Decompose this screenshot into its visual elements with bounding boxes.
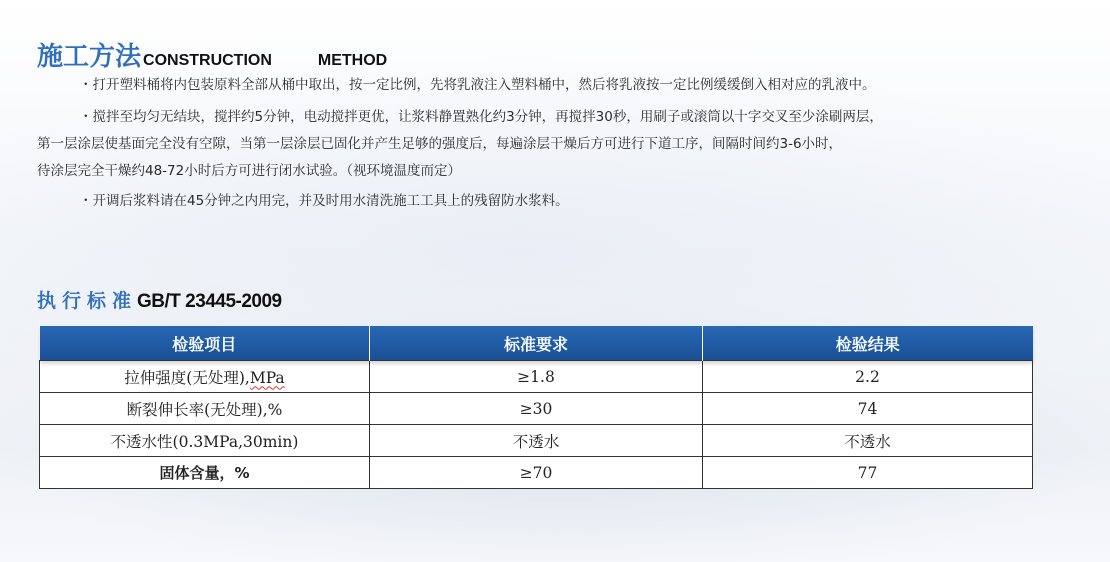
table-header-row: [40, 326, 1033, 361]
standard-heading-zh: 执行标准: [37, 290, 138, 312]
cell-item: 断裂伸长率(无处理),%: [40, 393, 370, 425]
item-text: 拉伸强度(无处理),: [124, 368, 250, 387]
construction-heading-en-1: CONSTRUCTION: [143, 52, 272, 69]
paragraph-line: ・开调后浆料请在45分钟之内用完，并及时用水清洗施工工具上的残留防水浆料。: [79, 193, 569, 209]
table-row: [40, 457, 1033, 489]
table-row: [40, 425, 1033, 457]
table-row: [40, 393, 1033, 425]
standard-table: [39, 326, 1033, 489]
cell-requirement: 不透水: [370, 425, 703, 457]
cell-result: 77: [703, 457, 1033, 489]
cell-result: 不透水: [703, 425, 1033, 457]
construction-paragraph-1: [37, 72, 1037, 99]
standard-code: GB/T 23445-2009: [137, 291, 282, 312]
paragraph-line: ・搅拌至均匀无结块，搅拌约5分钟，电动搅拌更优，让浆料静置熟化约3分钟，再搅拌30秒，用刷子或滚筒以十字交叉至少涂刷两层，: [79, 109, 883, 125]
construction-paragraph-3: [37, 188, 1037, 215]
cell-item: [40, 361, 370, 393]
column-header-item: 检验项目: [40, 326, 370, 361]
cell-requirement: ≥70: [370, 457, 703, 489]
column-header-requirement: 标准要求: [370, 326, 703, 361]
construction-paragraph-2: [37, 104, 1037, 185]
item-unit: MPa: [249, 368, 285, 387]
column-header-result: 检验结果: [703, 326, 1033, 361]
cell-requirement: ≥1.8: [370, 361, 703, 393]
construction-heading-zh: 施工方法: [37, 42, 142, 72]
construction-heading-en-2: METHOD: [317, 52, 388, 69]
paragraph-line: 待涂层完全干燥约48-72小时后方可进行闭水试验。（视环境温度而定）: [37, 163, 461, 179]
cell-result: 2.2: [703, 361, 1033, 393]
standard-heading: [37, 286, 282, 313]
construction-heading: [37, 36, 387, 72]
table-row: [40, 361, 1033, 393]
cell-item: 不透水性(0.3MPa,30min): [40, 425, 370, 457]
paragraph-line: 第一层涂层使基面完全没有空隙，当第一层涂层已固化并产生足够的强度后，每遍涂层干燥后方可进行下道工序，间隔时间约3-6小时，: [37, 136, 843, 152]
cell-requirement: ≥30: [370, 393, 703, 425]
cell-result: 74: [703, 393, 1033, 425]
paragraph-line: ・打开塑料桶将内包装原料全部从桶中取出，按一定比例，先将乳液注入塑料桶中，然后将乳液按一定比例缓缓倒入相对应的乳液中。: [79, 77, 876, 93]
cell-item: 固体含量，%: [40, 457, 370, 489]
